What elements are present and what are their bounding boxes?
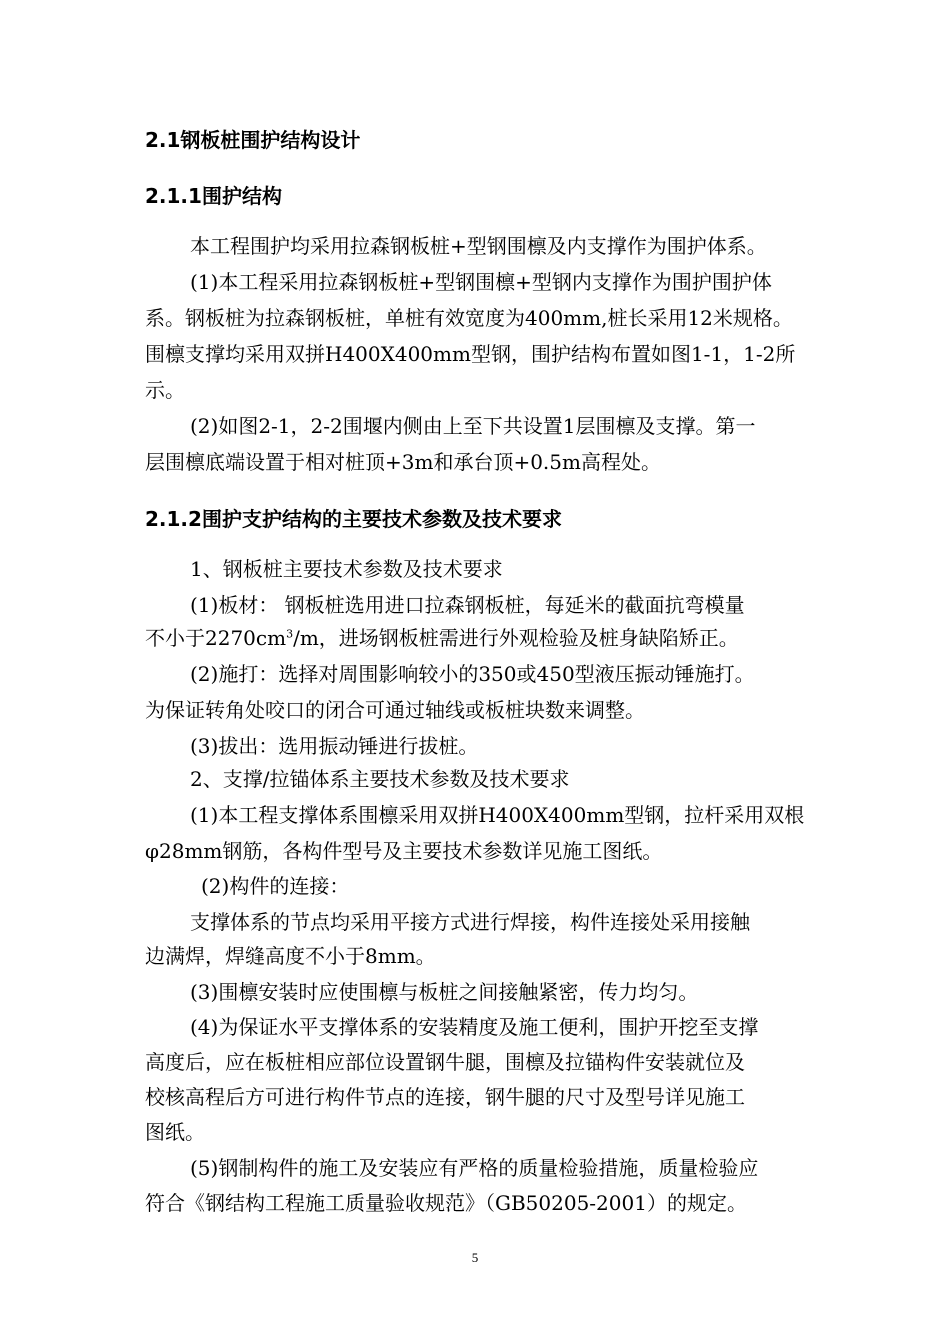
paragraph-line: 图纸。 [145,1120,205,1144]
paragraph-line: (1)板材： 钢板桩选用进口拉森钢板桩，每延米的截面抗弯模量 [190,593,745,617]
superscript: 3 [286,627,294,641]
paragraph-line: (2)施打：选择对周围影响较小的350或450型液压振动锤施打。 [190,662,755,686]
paragraph-line: 校核高程后方可进行构件节点的连接，钢牛腿的尺寸及型号详见施工 [145,1085,745,1109]
paragraph-line: 围檩支撑均采用双拼H400X400mm型钢，围护结构布置如图1-1，1-2所 [145,342,796,366]
section-heading-2-1: 2.1钢板桩围护结构设计 [145,128,361,152]
paragraph-line: 本工程围护均采用拉森钢板桩+型钢围檩及内支撑作为围护体系。 [190,234,767,258]
paragraph-line: 符合《钢结构工程施工质量验收规范》（GB50205-2001）的规定。 [145,1191,747,1215]
paragraph-line: (3)围檩安装时应使围檩与板桩之间接触紧密，传力均匀。 [190,980,699,1004]
section-heading-2-1-2: 2.1.2围护支护结构的主要技术参数及技术要求 [145,507,562,531]
paragraph-line: 2、支撑/拉锚体系主要技术参数及技术要求 [190,767,570,791]
paragraph-line: φ28mm钢筋，各构件型号及主要技术参数详见施工图纸。 [145,839,663,863]
paragraph-line: 示。 [145,378,185,402]
paragraph-line: (5)钢制构件的施工及安装应有严格的质量检验措施，质量检验应 [190,1156,759,1180]
paragraph-line: (1)本工程采用拉森钢板桩+型钢围檩+型钢内支撑作为围护围护体 [190,270,772,294]
paragraph-line: 系。钢板桩为拉森钢板桩，单桩有效宽度为400mm,桩长采用12米规格。 [145,306,793,330]
paragraph-line: (1)本工程支撑体系围檩采用双拼H400X400mm型钢，拉杆采用双根 [190,803,805,827]
paragraph-line [145,628,739,648]
text-run: 不小于2270cm [145,626,287,650]
paragraph-line: 1、钢板桩主要技术参数及技术要求 [190,557,503,581]
section-heading-2-1-1: 2.1.1围护结构 [145,184,282,208]
paragraph-line: (2)如图2-1，2-2围堰内侧由上至下共设置1层围檩及支撑。第一 [190,414,756,438]
text-run: /m，进场钢板桩需进行外观检验及桩身缺陷矫正。 [293,626,739,650]
paragraph-line: 支撑体系的节点均采用平接方式进行焊接，构件连接处采用接触 [190,910,750,934]
paragraph-line: (3)拔出：选用振动锤进行拔桩。 [190,734,479,758]
paragraph-line: (2)构件的连接： [201,874,350,898]
paragraph-line: (4)为保证水平支撑体系的安装精度及施工便利，围护开挖至支撑 [190,1015,759,1039]
page-number: 5 [471,1250,479,1265]
paragraph-line: 高度后，应在板桩相应部位设置钢牛腿，围檩及拉锚构件安装就位及 [145,1050,745,1074]
paragraph-line: 层围檩底端设置于相对桩顶+3m和承台顶+0.5m高程处。 [145,450,661,474]
paragraph-line: 为保证转角处咬口的闭合可通过轴线或板桩块数来调整。 [145,698,645,722]
paragraph-line: 边满焊，焊缝高度不小于8mm。 [145,944,436,968]
